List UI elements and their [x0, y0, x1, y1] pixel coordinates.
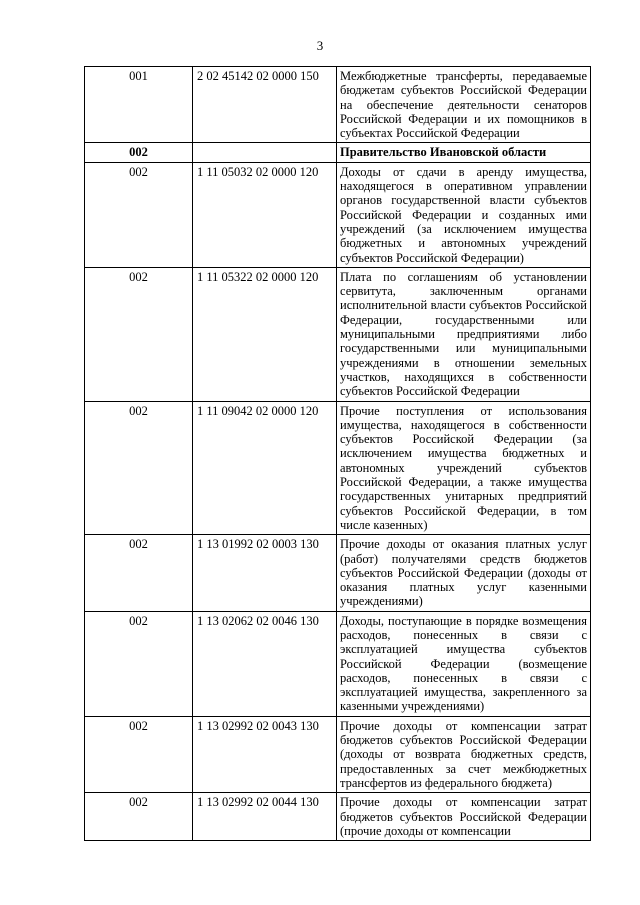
table-row [85, 162, 591, 267]
table-row [85, 535, 591, 611]
revenue-code-cell: 1 13 02062 02 0046 130 [193, 611, 337, 716]
admin-code-cell: 002 [85, 611, 193, 716]
revenue-name-cell: Правительство Ивановской области [337, 143, 591, 162]
revenue-code-cell: 1 11 09042 02 0000 120 [193, 401, 337, 535]
admin-code-cell: 002 [85, 162, 193, 267]
admin-code-cell: 002 [85, 401, 193, 535]
revenue-code-cell: 2 02 45142 02 0000 150 [193, 67, 337, 143]
admin-code-cell: 002 [85, 267, 193, 401]
revenue-name-cell: Прочие доходы от компенсации затрат бюджетов субъектов Российской Федерации (доходы от возврата бюджетных средств, предоставленных за счет межбюджетных трансфертов из федерального бюджета) [337, 716, 591, 792]
table-row [85, 67, 591, 143]
revenue-name-cell: Прочие доходы от оказания платных услуг (работ) получателями средств бюджетов субъектов Российской Федерации (доходы от оказания платных услуг казенными учреждениями) [337, 535, 591, 611]
admin-code-cell: 002 [85, 793, 193, 841]
revenue-name-cell: Плата по соглашениям об установлении сервитута, заключенным органами исполнительной власти субъектов Российской Федерации, государственными или муниципальными предприятиями либо государственными или муниципальными учреждениями в отношении земельных участков, находящихся в собственности субъектов Российской Федерации [337, 267, 591, 401]
table-row [85, 716, 591, 792]
revenue-name-cell: Доходы от сдачи в аренду имущества, находящегося в оперативном управлении органов государственной власти субъектов Российской Федерации и созданных ими учреждений (за исключением имущества бюджетных и автономных учреждений субъектов Российской Федерации) [337, 162, 591, 267]
revenue-name-cell: Доходы, поступающие в порядке возмещения расходов, понесенных в связи с эксплуатацией имущества субъектов Российской Федерации (возмещение расходов, понесенных в связи с эксплуатацией имущества, закрепленного за казенными учреждениями) [337, 611, 591, 716]
table-row [85, 267, 591, 401]
revenue-name-cell: Межбюджетные трансферты, передаваемые бюджетам субъектов Российской Федерации на обеспечение деятельности сенаторов Российской Федерации и их помощников в субъектах Российской Федерации [337, 67, 591, 143]
admin-code-cell: 002 [85, 143, 193, 162]
admin-code-cell: 002 [85, 535, 193, 611]
admin-code-cell: 001 [85, 67, 193, 143]
table-row-section-header [85, 143, 591, 162]
table-row [85, 401, 591, 535]
revenue-code-cell: 1 13 02992 02 0044 130 [193, 793, 337, 841]
revenue-code-cell [193, 143, 337, 162]
revenue-code-cell: 1 13 02992 02 0043 130 [193, 716, 337, 792]
revenue-code-cell: 1 11 05032 02 0000 120 [193, 162, 337, 267]
revenue-name-cell: Прочие поступления от использования имущества, находящегося в собственности субъектов Российской Федерации (за исключением имущества бюджетных и автономных учреждений субъектов Российской Федерации, а также имущества государственных унитарных предприятий субъектов Российской Федерации, в том числе казенных) [337, 401, 591, 535]
revenue-codes-table [84, 66, 591, 841]
page-number: 3 [316, 38, 324, 53]
revenue-code-cell: 1 11 05322 02 0000 120 [193, 267, 337, 401]
table-row [85, 611, 591, 716]
revenue-code-cell: 1 13 01992 02 0003 130 [193, 535, 337, 611]
table-row [85, 793, 591, 841]
admin-code-cell: 002 [85, 716, 193, 792]
revenue-name-cell: Прочие доходы от компенсации затрат бюджетов субъектов Российской Федерации (прочие доходы от компенсации [337, 793, 591, 841]
